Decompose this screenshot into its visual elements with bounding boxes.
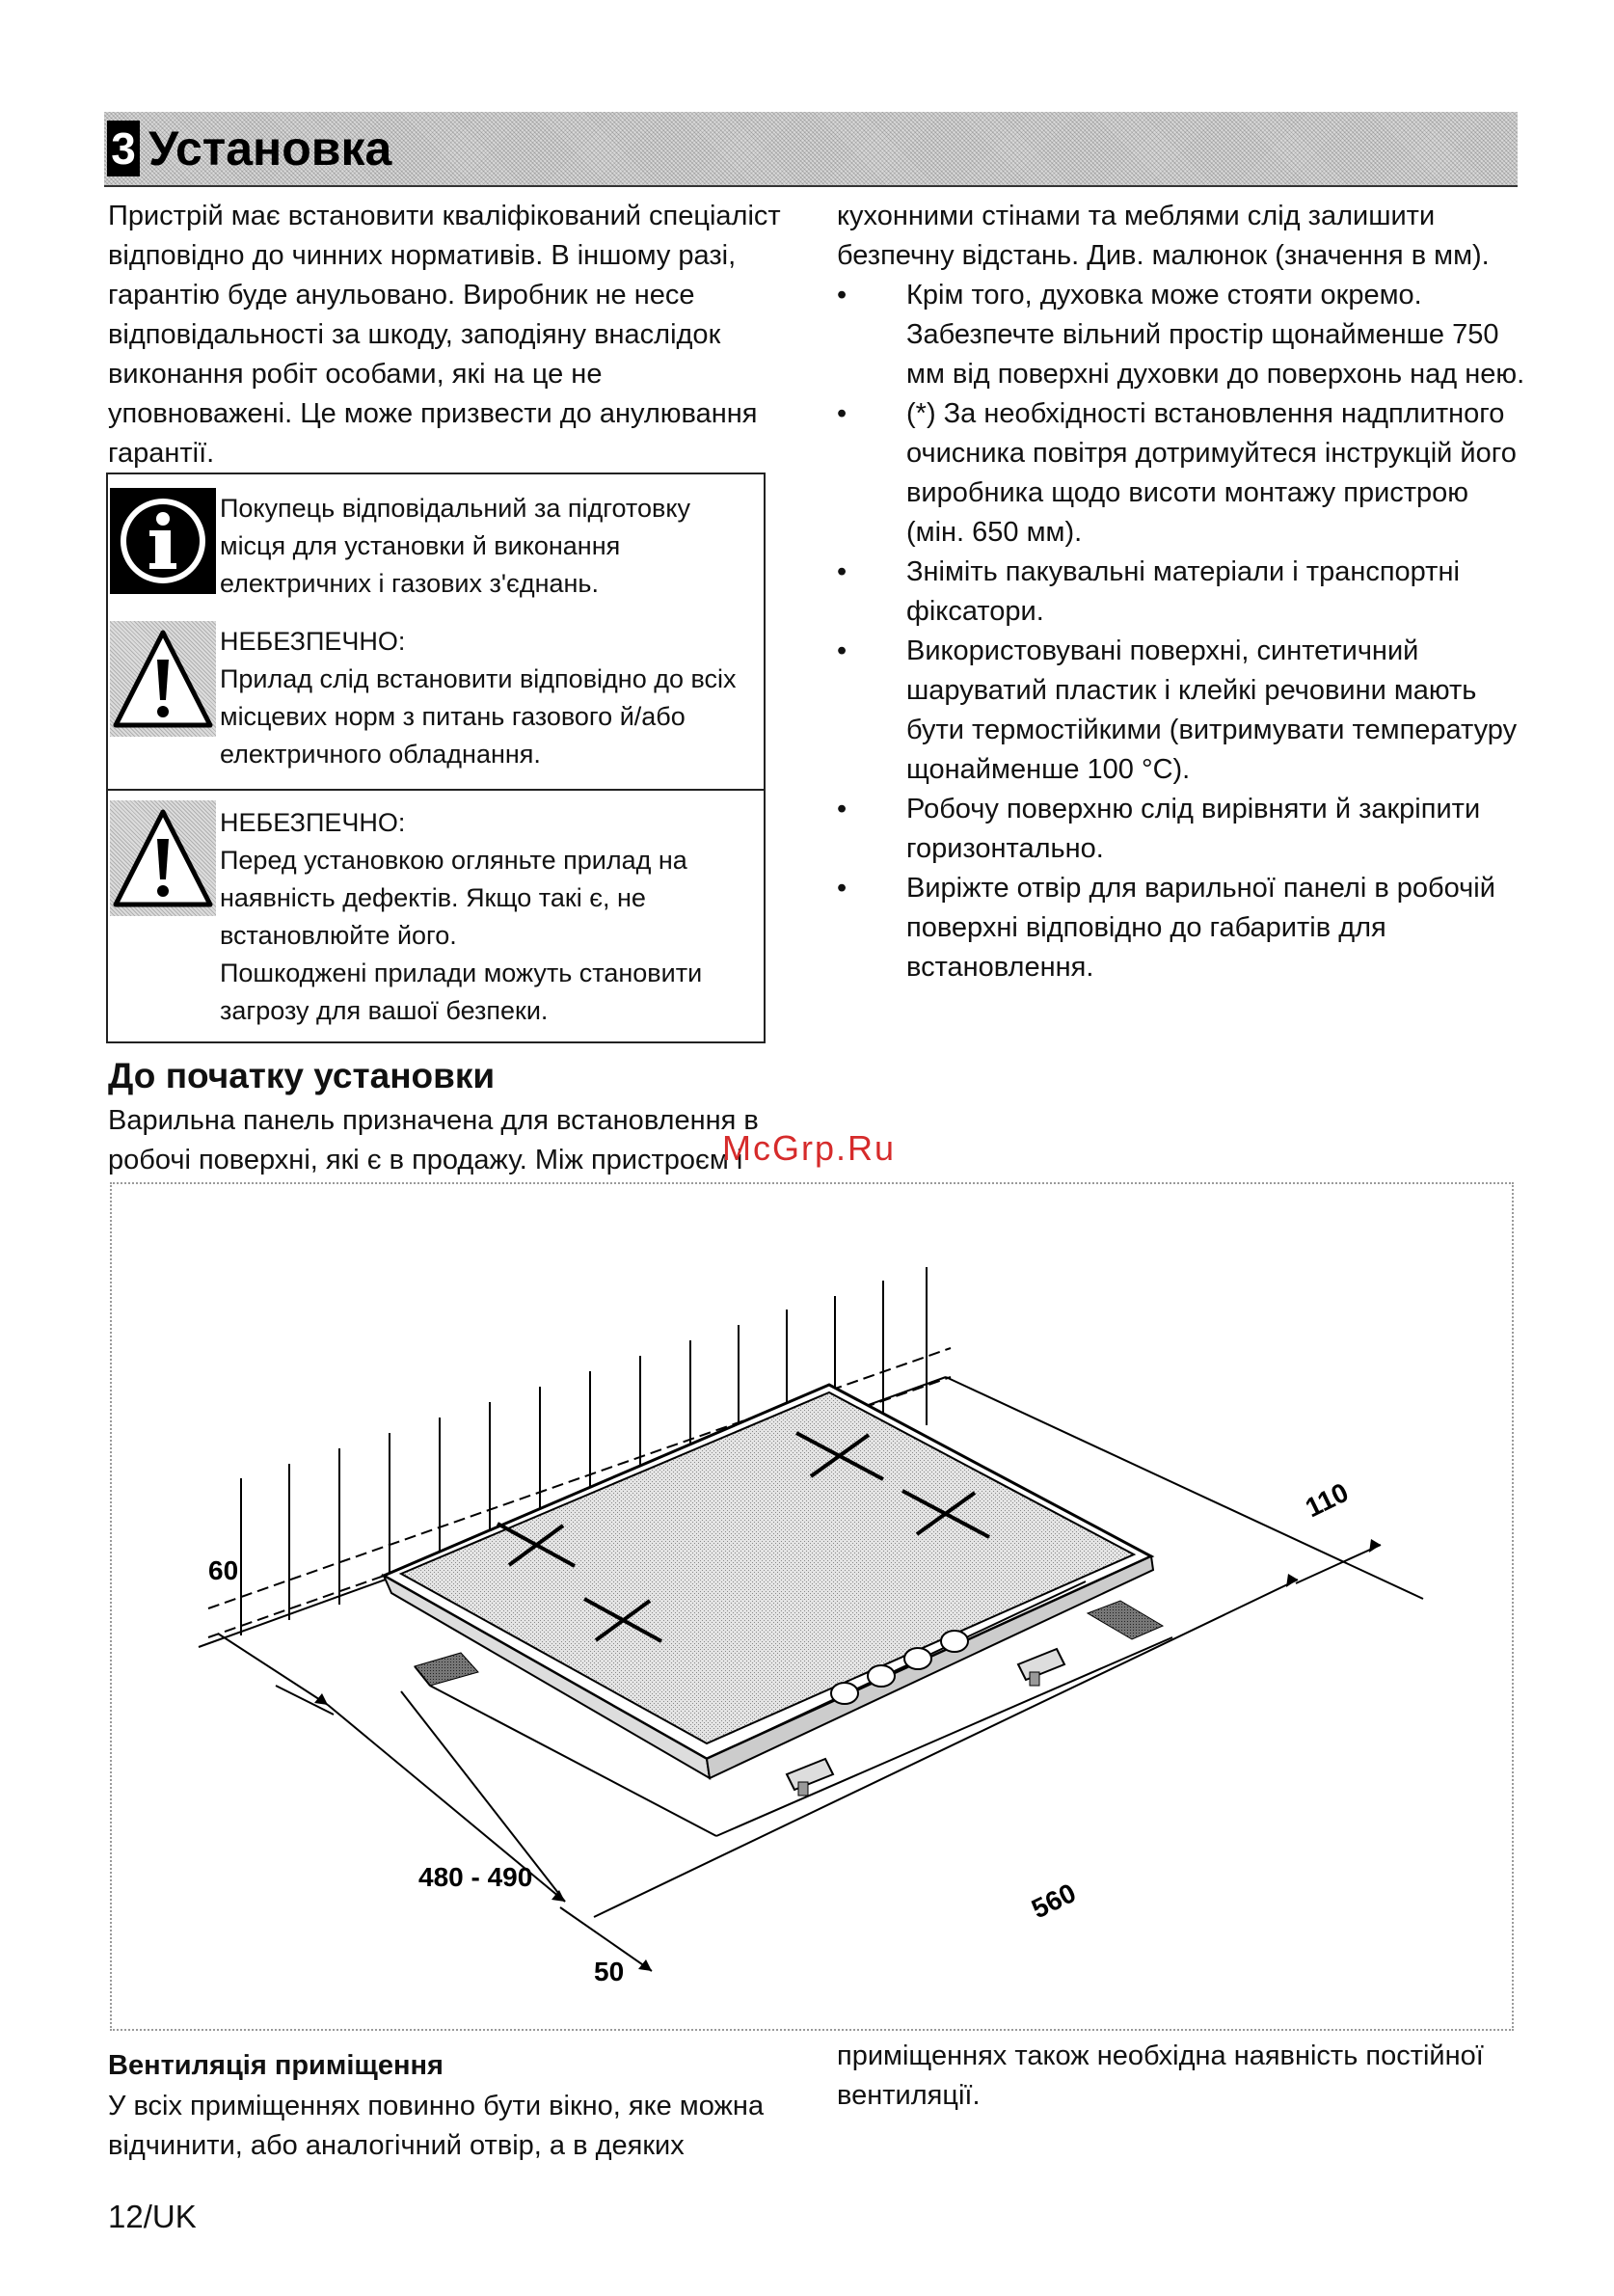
text-line: вентиляції. [837, 2080, 981, 2111]
notice-line: Прилад слід встановити відповідно до всіх [220, 664, 737, 693]
right-column [837, 197, 1531, 987]
text-line: Варильна панель призначена для встановлення в [108, 1105, 759, 1136]
ventilation-left-text [108, 2087, 764, 2166]
before-install-text [108, 1101, 802, 1180]
cutout-strip [1088, 1601, 1163, 1639]
notice-line: Перед установкою огляньте прилад на [220, 846, 687, 875]
warning-icon [110, 621, 216, 737]
ventilation-right-text [837, 2037, 1484, 2116]
text-line: відчинити, або аналогічний отвір, а в деяких [108, 2130, 685, 2161]
section-title: Установка [148, 122, 392, 176]
notice-heading: НЕБЕЗПЕЧНО: [220, 627, 406, 656]
list-item: • Робочу поверхню слід вирівняти й закріпити горизонтально. [837, 790, 1531, 869]
notice-line: місця для установки й виконання [220, 531, 621, 560]
cutout-strip [415, 1653, 478, 1686]
text-line: кухонними стінами та меблями слід залишити [837, 201, 1436, 231]
text-line: безпечну відстань. Див. малюнок (значення в мм). [837, 240, 1490, 271]
dim-label-560: 560 [1027, 1877, 1081, 1925]
info-icon [110, 488, 216, 594]
list-item: • Виріжте отвір для варильної панелі в робочій поверхні відповідно до габаритів для встановлення. [837, 869, 1531, 987]
notice-heading: НЕБЕЗПЕЧНО: [220, 808, 406, 837]
list-item: • (*) За необхідності встановлення надплитного очисника повітря дотримуйтеся інструкцій його виробника щодо висоти монтажу пристрою (мін. 650 мм). [837, 394, 1531, 553]
notice-line: електричних і газових з'єднань. [220, 569, 599, 598]
hob-glass [401, 1392, 1134, 1743]
notice-box-warning [106, 611, 766, 791]
list-item: • Зніміть пакувальні матеріали і транспортні фіксатори. [837, 553, 1531, 632]
installation-diagram [110, 1182, 1514, 2031]
ventilation-title: Вентиляція приміщення [108, 2050, 444, 2081]
notice-box-warning-defects [106, 789, 766, 1043]
intro-paragraph: Пристрій має встановити кваліфікований спеціаліст відповідно до чинних нормативів. В іншому разі, гарантію буде анульовано. Виробник не несе відповідальності за шкоду, заподіяну внаслідок виконання робіт особами, які на це не уповноважені. Це може призвести до анулювання гарантії. [108, 201, 781, 469]
dim-label-480-490: 480 - 490 [418, 1862, 533, 1892]
notice-line: електричного обладнання. [220, 740, 541, 769]
text-line: У всіх приміщеннях повинно бути вікно, яке можна [108, 2091, 765, 2121]
warning-icon [110, 800, 216, 916]
dim-label-50: 50 [594, 1957, 625, 1986]
notice-line: загрозу для вашої безпеки. [220, 996, 549, 1025]
notice-line: Покупець відповідальний за підготовку [220, 494, 690, 523]
watermark: McGrp.Ru [722, 1128, 897, 1168]
dim-label-60: 60 [208, 1555, 239, 1585]
text-line: приміщеннях також необхідна наявність постійної [837, 2040, 1484, 2071]
notice-line: встановлюйте його. [220, 921, 457, 950]
notice-box-info [106, 473, 766, 613]
text-line: робочі поверхні, які є в продажу. Між пристроєм і [108, 1145, 743, 1175]
section-number: 3 [107, 121, 140, 176]
list-item: • Використовувані поверхні, синтетичний шаруватий пластик і клейкі речовини мають бути термостійкими (витримувати температуру щонайменше 100 °C). [837, 632, 1531, 790]
section-header [104, 112, 1518, 187]
notice-line: Пошкоджені прилади можуть становити [220, 959, 703, 987]
notice-line: місцевих норм з питань газового й/або [220, 702, 686, 731]
list-item: • Крім того, духовка може стояти окремо. Забезпечте вільний простір щонайменше 750 мм від поверхні духовки до поверхонь над нею. [837, 276, 1531, 394]
diagram-svg [112, 1184, 1512, 2029]
requirements-list [837, 276, 1531, 987]
page-number: 12/UK [108, 2199, 197, 2234]
before-install-title: До початку установки [108, 1056, 496, 1095]
dim-label-110: 110 [1301, 1476, 1354, 1524]
notice-line: наявність дефектів. Якщо такі є, не [220, 883, 646, 912]
